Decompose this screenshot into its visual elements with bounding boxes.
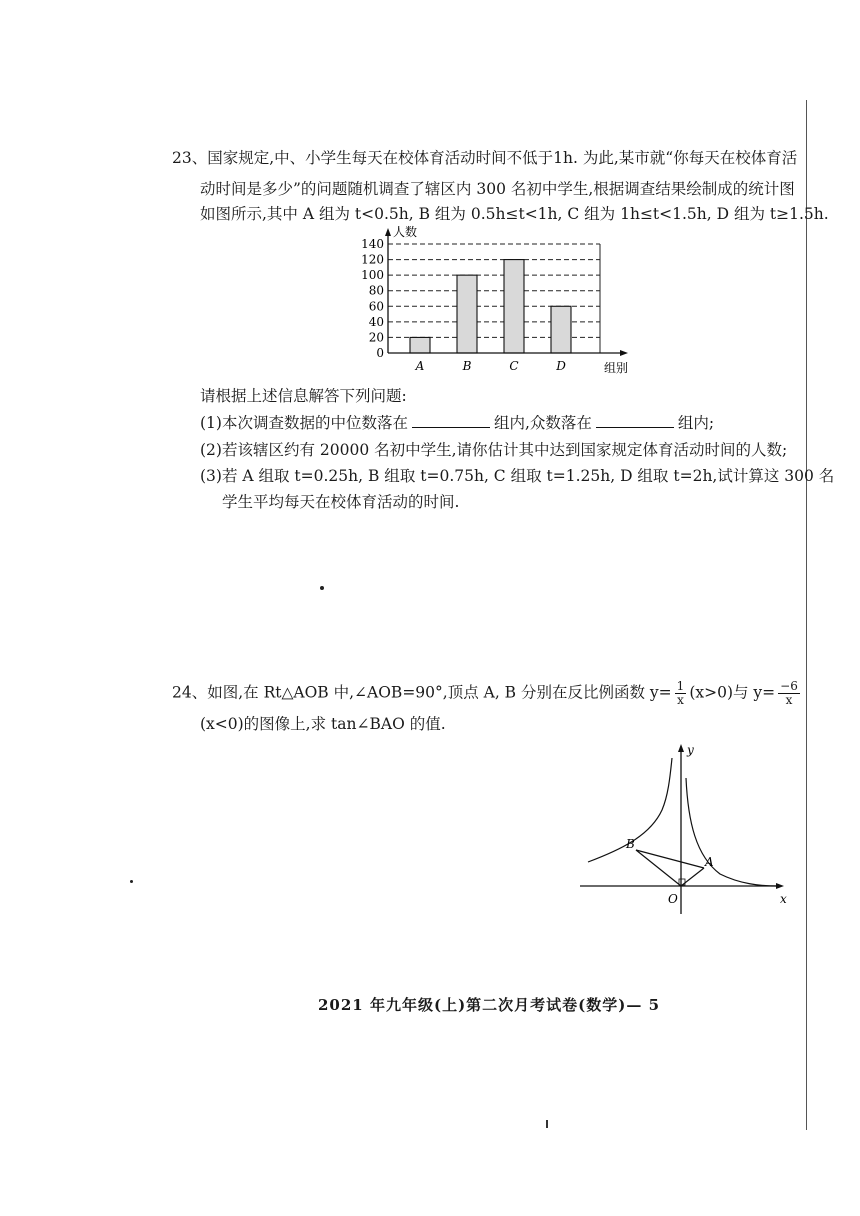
q24-line-2: (x<0)的图像上,求 tan∠BAO 的值.: [200, 715, 446, 733]
y-tick-label: 60: [368, 299, 384, 314]
y-tick-label: 120: [361, 252, 384, 267]
y-tick-label: 80: [368, 283, 384, 298]
answer-blank-median[interactable]: [412, 413, 490, 428]
bar-A: [410, 337, 430, 353]
label-O: O: [668, 892, 678, 906]
label-A: A: [705, 855, 714, 869]
y-axis-arrow: [385, 228, 391, 236]
function-graph: [580, 738, 790, 918]
y-tick-label: 100: [361, 268, 384, 283]
q23-prompt: 请根据上述信息解答下列问题:: [200, 387, 407, 405]
q23-part-1-a: (1)本次调查数据的中位数落在: [200, 414, 408, 432]
scan-mark: [546, 1120, 548, 1128]
y-tick-label: 20: [368, 330, 384, 345]
page-footer: 2021 年九年级(上)第二次月考试卷(数学)— 5: [318, 996, 661, 1014]
q24-line-1-b: (x>0)与 y=: [689, 683, 776, 702]
bar-D: [551, 306, 571, 353]
q23-part-1: [200, 411, 714, 433]
fraction-1-over-x: $\frac{1}{x}$: [676, 679, 685, 707]
label-y: y: [687, 743, 694, 757]
curve-1-over-x: [686, 778, 778, 886]
label-B: B: [626, 837, 635, 851]
q24-line-1: [172, 680, 803, 707]
label-x: x: [780, 892, 787, 906]
x-axis-label: 组别: [604, 361, 629, 375]
q23-line-3: 如图所示,其中 A 组为 t<0.5h, B 组为 0.5h≤t<1h, C 组为 1h≤t<1.5h, D 组为 t≥1.5h.: [200, 205, 829, 223]
segment-OA: [681, 868, 704, 886]
page-edge-line: [806, 100, 807, 1130]
speck: [130, 880, 133, 883]
y-tick-label: 0: [376, 346, 384, 360]
y-tick-label: 140: [361, 237, 384, 251]
segment-BA: [636, 850, 704, 868]
x-category-label: D: [556, 359, 566, 373]
q23-part-3-b: 学生平均每天在校体育活动的时间.: [222, 493, 460, 511]
graph-y-arrow: [678, 744, 684, 752]
answer-blank-mode[interactable]: [596, 413, 674, 428]
q23-line-1: 23、国家规定,中、小学生每天在校体育活动时间不低于1h. 为此,某市就“你每天在校体育活: [172, 149, 798, 167]
bar-C: [504, 260, 524, 353]
q23-line-2: 动时间是多少”的问题随机调查了辖区内 300 名初中学生,根据调查结果绘制成的统计图: [200, 180, 795, 198]
speck: [320, 586, 324, 590]
q23-part-3-a: (3)若 A 组取 t=0.25h, B 组取 t=0.75h, C 组取 t=1.25h, D 组取 t=2h,试计算这 300 名: [200, 467, 835, 485]
q23-part-1-c: 组内;: [677, 414, 715, 432]
x-category-label: B: [462, 359, 472, 373]
q23-part-1-b: 组内,众数落在: [493, 414, 592, 432]
bar-chart: [350, 222, 640, 377]
q24-line-1-a: 24、如图,在 Rt△AOB 中,∠AOB=90°,顶点 A, B 分别在反比例函数 y=: [172, 683, 672, 702]
q23-part-2: (2)若该辖区约有 20000 名初中学生,请你估计其中达到国家规定体育活动时间的人数;: [200, 441, 788, 459]
y-axis-label: 人数: [393, 225, 418, 239]
y-tick-label: 40: [368, 314, 384, 329]
x-category-label: A: [415, 359, 425, 373]
fraction-neg6-over-x: $\frac{-6}{x}$: [780, 679, 798, 707]
x-axis-arrow: [620, 350, 628, 356]
bar-B: [457, 275, 477, 353]
x-category-label: C: [509, 359, 519, 373]
